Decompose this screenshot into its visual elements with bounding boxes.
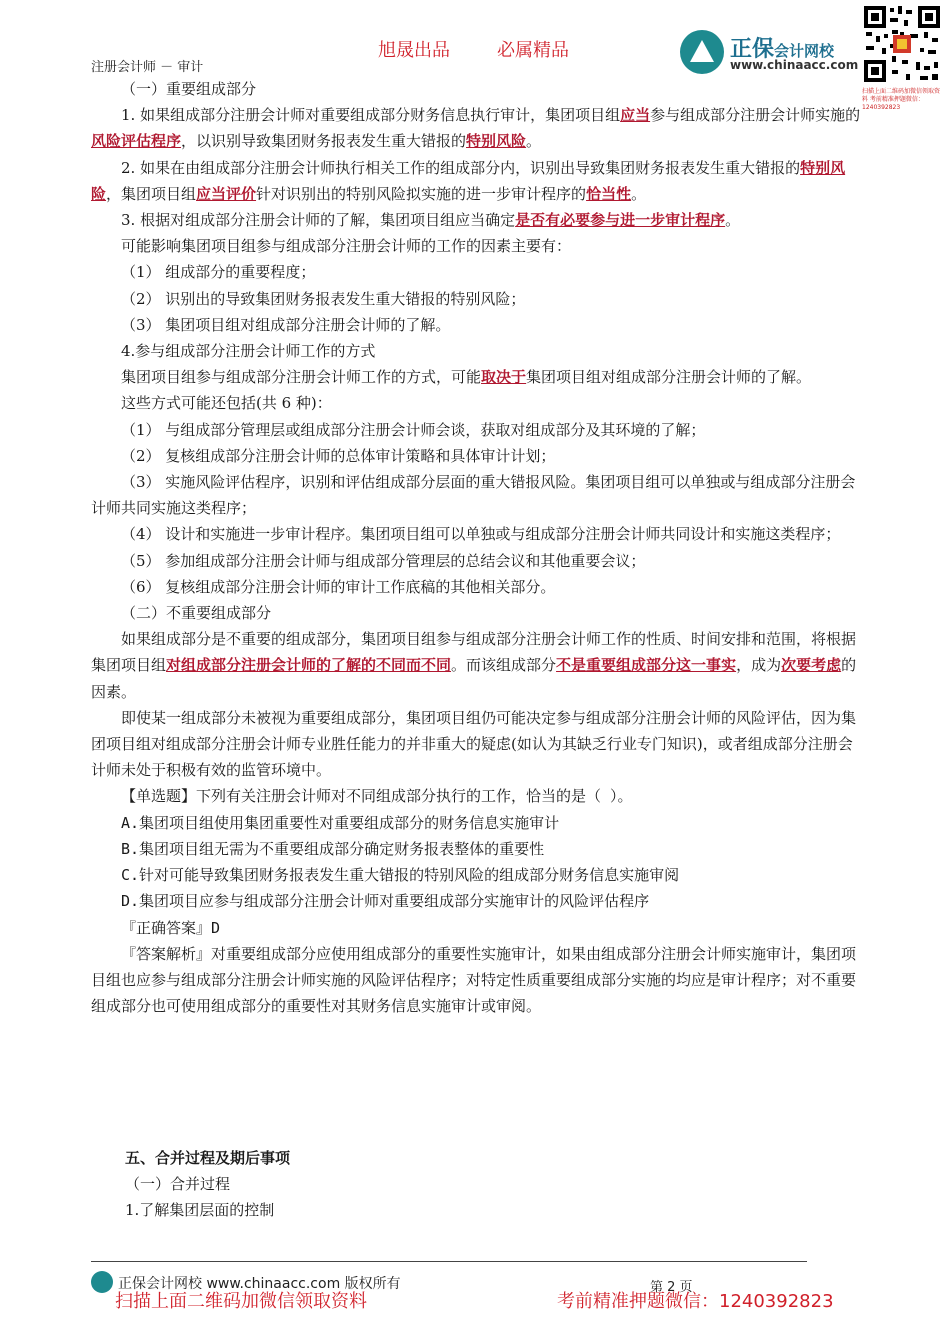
option-d: D.集团项目应参与组成部分注册会计师对重要组成部分实施审计的风险评估程序 bbox=[121, 892, 650, 911]
factors-intro: 可能影响集团项目组参与组成部分注册会计师的工作的因素主要有： bbox=[121, 237, 572, 256]
section-5-title: 五、合并过程及期后事项 bbox=[125, 1149, 291, 1167]
footer-divider bbox=[91, 1261, 807, 1262]
way-item: （2） 复核组成部分注册会计师的总体审计策略和具体审计计划； bbox=[121, 446, 556, 465]
logo-mark-icon bbox=[680, 30, 724, 74]
factor-item: （1） 组成部分的重要程度； bbox=[121, 263, 316, 282]
way-item: （6） 复核组成部分注册会计师的审计工作底稿的其他相关部分。 bbox=[121, 577, 556, 596]
heading-participation-way: 4.参与组成部分注册会计师工作的方式 bbox=[121, 342, 376, 361]
section-5 bbox=[125, 1145, 290, 1223]
question-stem: 【单选题】下列有关注册会计师对不同组成部分执行的工作，恰当的是（ ）。 bbox=[121, 787, 633, 806]
chinaacc-logo bbox=[680, 30, 860, 76]
paragraph-3: 3. 根据对组成部分注册会计师的了解，集团项目组应当确定是否有必要参与进一步审计程序。 bbox=[121, 211, 741, 230]
footer-logo-icon bbox=[91, 1271, 113, 1293]
logo-url: www.chinaacc.com bbox=[730, 58, 859, 72]
paragraph-4: 集团项目组参与组成部分注册会计师工作的方式，可能取决于集团项目组对组成部分注册会计师的了解。 bbox=[121, 368, 812, 387]
footer-copyright: 正保会计网校 www.chinaacc.com 版权所有 bbox=[118, 1276, 401, 1292]
promo-text-right: 考前精准押题微信：1240392823 bbox=[557, 1291, 834, 1312]
way-item: （5） 参加组成部分注册会计师与组成部分管理层的总结会议和其他重要会议； bbox=[121, 551, 646, 570]
breadcrumb: 注册会计师 － 审计 bbox=[91, 60, 204, 75]
way-item: （4） 设计和实施进一步审计程序。集团项目组可以单独或与组成部分注册会计师共同设计和实施这类程序； bbox=[121, 525, 841, 544]
document-body bbox=[91, 76, 861, 1019]
paragraph-5: 如果组成部分是不重要的组成部分，集团项目组参与组成部分注册会计师工作的性质、时间安排和范围，将根据集团项目组对组成部分注册会计师的了解的不同而不同。而该组成部分不是重要组成部分这一事实，成为次要考虑的因素。 bbox=[91, 630, 857, 701]
heading-important-component: （一）重要组成部分 bbox=[121, 80, 257, 98]
paragraph-1: 1. 如果组成部分注册会计师对重要组成部分财务信息执行审计，集团项目组应当参与组成部分注册会计师实施的风险评估程序，以识别导致集团财务报表发生重大错报的特别风险。 bbox=[91, 106, 861, 151]
way-item: （1） 与组成部分管理层或组成部分注册会计师会谈，获取对组成部分及其环境的了解； bbox=[121, 420, 706, 439]
way-item: （3） 实施风险评估程序，识别和评估组成部分层面的重大错报风险。集团项目组可以单独或与组成部分注册会计师共同实施这类程序； bbox=[91, 473, 856, 518]
section-5-item-1: 1.了解集团层面的控制 bbox=[125, 1201, 275, 1219]
answer-analysis: 『答案解析』对重要组成部分应使用组成部分的重要性实施审计，如果由组成部分注册会计师实施审计，集团项目组也应参与组成部分注册会计师实施的风险评估程序；对特定性质重要组成部分实施的均应是审计程序；对不重要组成部分也可使用组成部分的重要性对其财务信息实施审计或审阅。 bbox=[91, 944, 857, 1016]
paragraph-6: 即使某一组成部分未被视为重要组成部分，集团项目组仍可能决定参与组成部分注册会计师的风险评估，因为集团项目组对组成部分注册会计师专业胜任能力的并非重大的疑虑(如认为其缺乏行业专门知识)，或者组成部分注册会计师未处于积极有效的监管环境中。 bbox=[91, 708, 857, 780]
ways-intro: 这些方式可能还包括(共 6 种)： bbox=[121, 394, 332, 413]
factor-item: （2） 识别出的导致集团财务报表发生重大错报的特别风险； bbox=[121, 289, 526, 308]
logo-name: 正保会计网校 bbox=[730, 37, 835, 62]
option-a: A.集团项目组使用集团重要性对重要组成部分的财务信息实施审计 bbox=[121, 813, 560, 832]
option-b: B.集团项目组无需为不重要组成部分确定财务报表整体的重要性 bbox=[121, 839, 545, 858]
qr-side-text: 扫描上面二维码加微信领取资料 考前精准押题微信：1240392823 bbox=[862, 88, 941, 111]
correct-answer: 『正确答案』D bbox=[121, 918, 221, 937]
option-c: C.针对可能导致集团财务报表发生重大错报的特别风险的组成部分财务信息实施审阅 bbox=[121, 866, 680, 885]
section-5-sub-1: （一）合并过程 bbox=[125, 1175, 231, 1193]
heading-unimportant-component: （二）不重要组成部分 bbox=[121, 604, 272, 623]
factor-item: （3） 集团项目组对组成部分注册会计师的了解。 bbox=[121, 315, 451, 334]
promo-text-left: 扫描上面二维码加微信领取资料 bbox=[115, 1291, 367, 1312]
slogan-left: 旭晟出品 bbox=[378, 40, 450, 61]
slogan-right: 必属精品 bbox=[497, 40, 569, 61]
page-number: 第 2 页 bbox=[650, 1280, 693, 1295]
qr-code-icon bbox=[862, 4, 942, 84]
paragraph-2: 2. 如果在由组成部分注册会计师执行相关工作的组成部分内，识别出导致集团财务报表发生重大错报的特别风险，集团项目组应当评价针对识别出的特别风险拟实施的进一步审计程序的恰当性。 bbox=[91, 158, 846, 203]
